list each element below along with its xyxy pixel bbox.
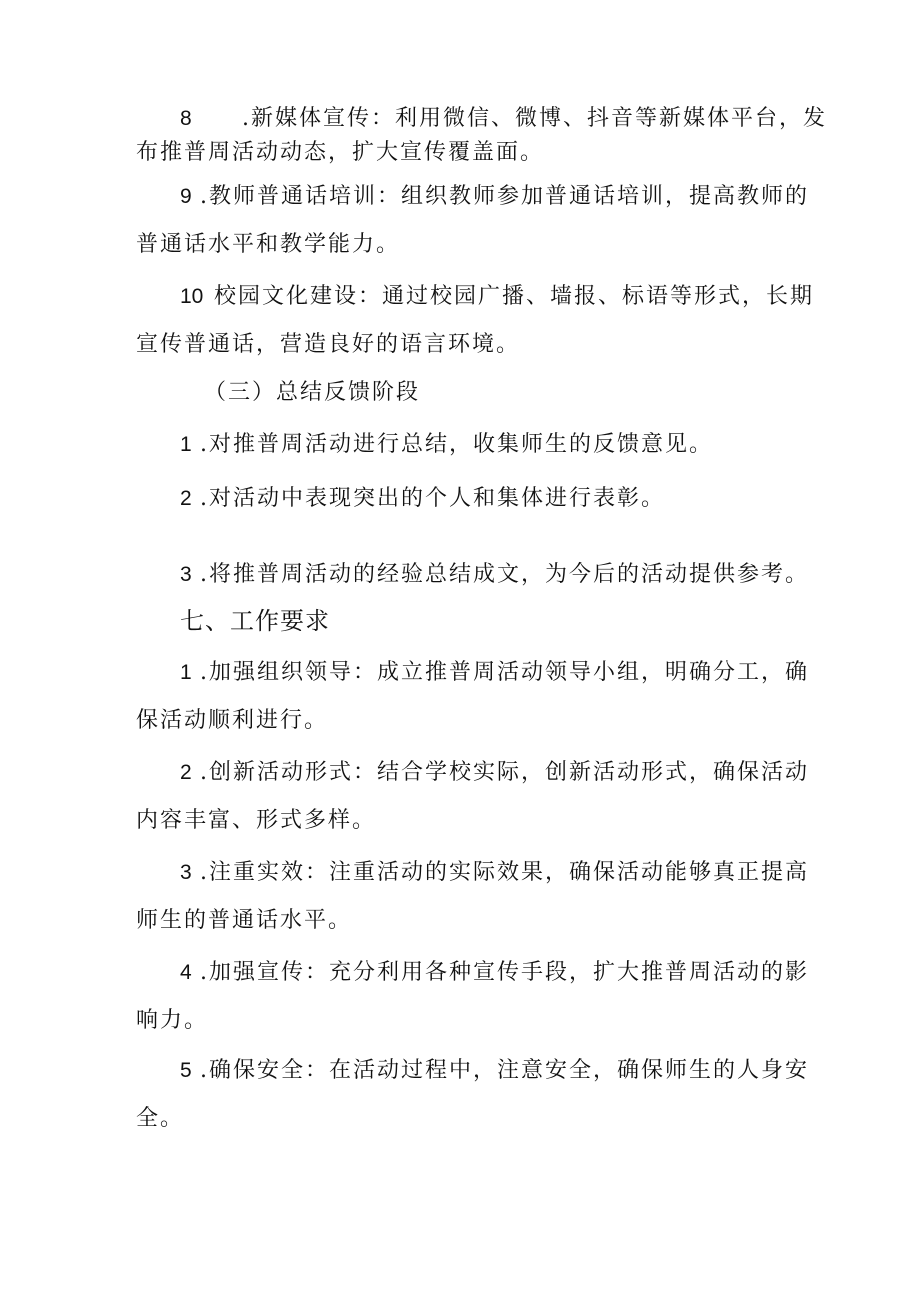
item-text: .创新活动形式：结合学校实际，创新活动形式，确保活动	[200, 760, 809, 785]
item-text: .将推普周活动的经验总结成文，为今后的活动提供参考。	[200, 562, 809, 587]
item-number: 2	[180, 487, 192, 510]
item-text: .确保安全：在活动过程中，注意安全，确保师生的人身安	[200, 1058, 809, 1083]
item-number: 3	[180, 563, 192, 586]
item-8-line1	[180, 104, 827, 134]
item-9-line1	[180, 182, 809, 212]
item-number: 2	[180, 761, 192, 784]
requirement-5-line2: 全。	[136, 1106, 185, 1131]
item-number: 1	[180, 661, 192, 684]
requirement-4-line2: 响力。	[136, 1008, 209, 1033]
requirement-5-line1	[180, 1056, 809, 1086]
requirement-3-line1	[180, 858, 809, 888]
requirement-3-line2: 师生的普通话水平。	[136, 908, 353, 933]
item-number: 3	[180, 861, 192, 884]
section-heading: 七、工作要求	[180, 607, 330, 635]
item-text: 校园文化建设：通过校园广播、墙报、标语等形式，长期	[214, 284, 815, 309]
item-text: .加强组织领导：成立推普周活动领导小组，明确分工，确	[200, 660, 809, 685]
item-8-line2: 布推普周活动动态，扩大宣传覆盖面。	[136, 140, 545, 165]
item-text: .加强宣传：充分利用各种宣传手段，扩大推普周活动的影	[200, 960, 809, 985]
summary-item-1	[180, 430, 713, 460]
item-text: .新媒体宣传：利用微信、微博、抖音等新媒体平台，发	[242, 106, 827, 131]
item-text: .对活动中表现突出的个人和集体进行表彰。	[200, 486, 665, 511]
item-number: 8	[180, 107, 192, 130]
item-text: .教师普通话培训：组织教师参加普通话培训，提高教师的	[200, 184, 809, 209]
requirement-1-line2: 保活动顺利进行。	[136, 708, 329, 733]
item-number: 9	[180, 185, 192, 208]
item-number: 4	[180, 961, 192, 984]
subsection-title: （三）总结反馈阶段	[204, 380, 421, 405]
summary-item-3	[180, 560, 809, 590]
item-10-line2: 宣传普通话，营造良好的语言环境。	[136, 332, 521, 357]
requirement-2-line2: 内容丰富、形式多样。	[136, 808, 377, 833]
summary-item-2	[180, 484, 665, 514]
requirement-1-line1	[180, 658, 809, 688]
item-text: .注重实效：注重活动的实际效果，确保活动能够真正提高	[200, 860, 809, 885]
item-number: 10	[180, 285, 204, 308]
requirement-4-line1	[180, 958, 809, 988]
item-text: .对推普周活动进行总结，收集师生的反馈意见。	[200, 432, 713, 457]
requirement-2-line1	[180, 758, 809, 788]
item-9-line2: 普通话水平和教学能力。	[136, 232, 401, 257]
item-number: 1	[180, 433, 192, 456]
item-10-line1	[180, 282, 814, 312]
item-number: 5	[180, 1059, 192, 1082]
